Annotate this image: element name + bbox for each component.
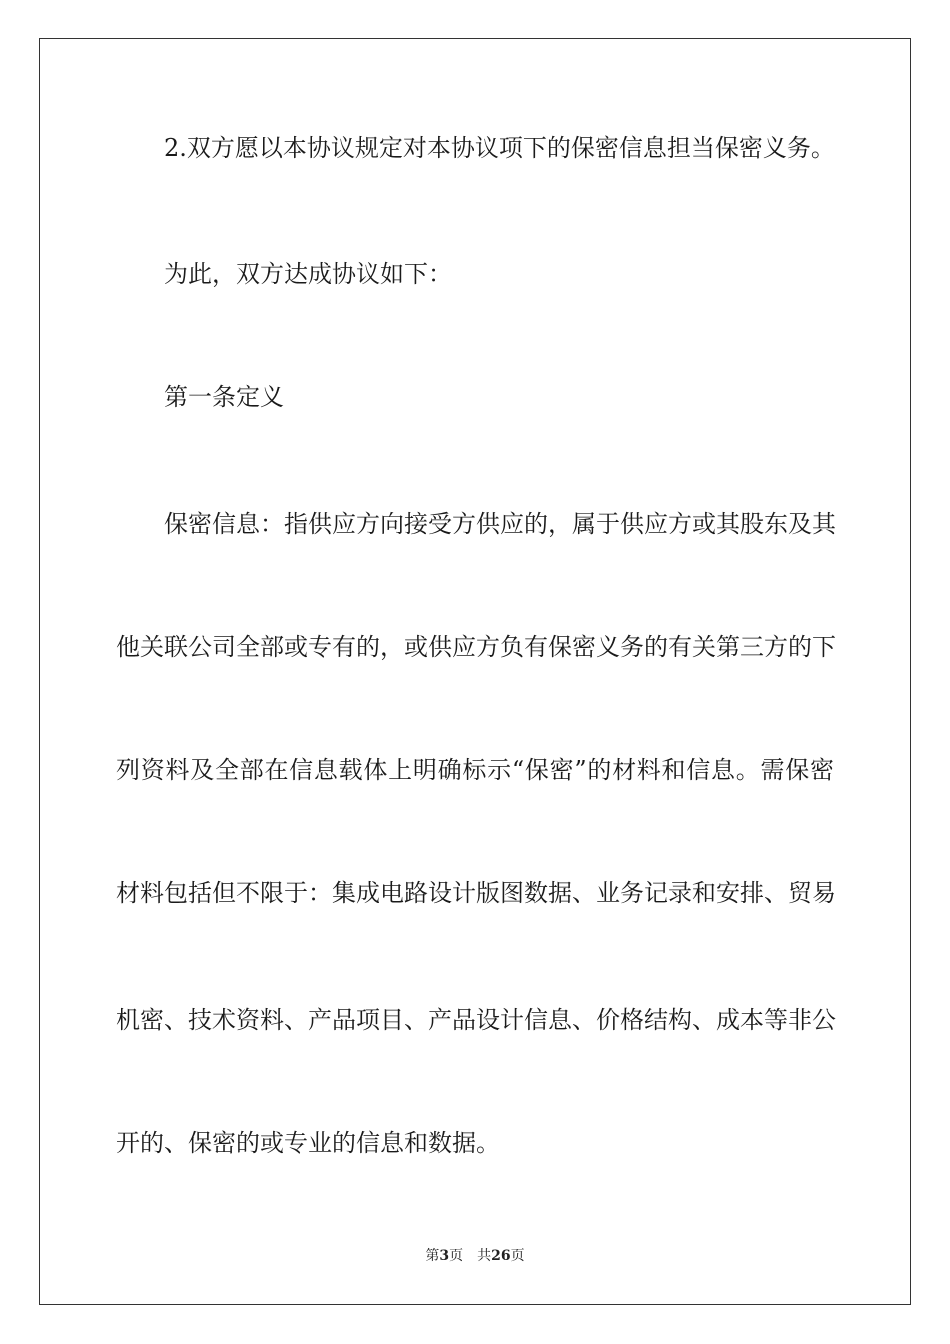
page-footer: [0, 1248, 950, 1264]
article-heading-definitions: 第一条定义: [164, 383, 284, 411]
paragraph-definition-line-5: 机密、技术资料、产品项目、产品设计信息、价格结构、成本等非公: [116, 1006, 836, 1034]
paragraph-agreement-intro: 为此，双方达成协议如下：: [164, 260, 452, 288]
footer-total-pages: 26: [491, 1248, 511, 1264]
footer-page-suffix: 页: [449, 1248, 464, 1264]
page-border: [39, 38, 911, 1305]
paragraph-definition-line-6: 开的、保密的或专业的信息和数据。: [116, 1129, 500, 1157]
paragraph-definition-line-1: 保密信息：指供应方向接受方供应的，属于供应方或其股东及其: [164, 510, 836, 538]
paragraph-definition-line-2: 他关联公司全部或专有的，或供应方负有保密义务的有关第三方的下: [116, 633, 836, 661]
footer-page-number: 3: [439, 1248, 450, 1264]
footer-total-suffix: 页: [510, 1248, 525, 1264]
paragraph-mutual-obligation: 2.双方愿以本协议规定对本协议项下的保密信息担当保密义务。: [164, 134, 835, 162]
footer-total-prefix: 共: [477, 1248, 492, 1264]
footer-page-prefix: 第: [425, 1248, 440, 1264]
paragraph-definition-line-4: 材料包括但不限于：集成电路设计版图数据、业务记录和安排、贸易: [116, 879, 836, 907]
paragraph-definition-line-3: 列资料及全部在信息载体上明确标示“保密”的材料和信息。需保密: [116, 756, 834, 784]
